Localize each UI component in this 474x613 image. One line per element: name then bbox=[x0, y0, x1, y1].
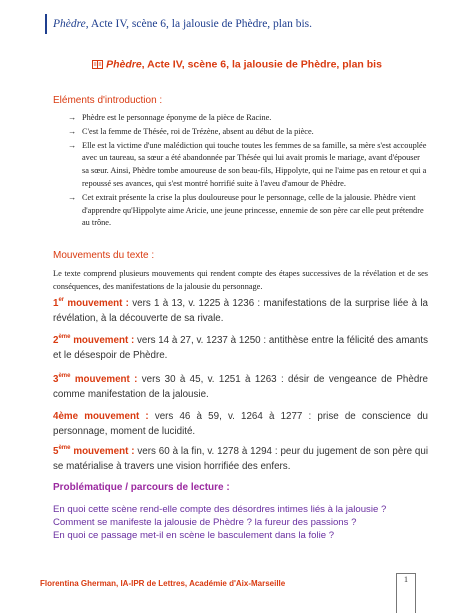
page-number: 1 bbox=[404, 575, 408, 584]
questions-list bbox=[53, 503, 433, 542]
intro-bullet-list bbox=[68, 112, 428, 231]
movement-item: 4ème mouvement : vers 46 à 59, v. 1264 à 1277 : prise de conscience du personnage, moment de lucidité. bbox=[53, 411, 428, 437]
movement-item: 3ème mouvement : vers 30 à 45, v. 1251 à 1263 : désir de vengeance de Phèdre comme manifestation de la jalousie. bbox=[53, 373, 428, 400]
question-item: Comment se manifeste la jalousie de Phèdre ? la fureur des passions ? bbox=[53, 517, 357, 528]
problematique-heading: Problématique / parcours de lecture : bbox=[53, 482, 230, 493]
document-title bbox=[0, 55, 474, 73]
intro-heading: Eléments d'introduction : bbox=[53, 95, 163, 106]
arrow-icon: → bbox=[68, 140, 77, 150]
title-italic: Phèdre bbox=[106, 58, 142, 71]
movement-item: 1er mouvement : vers 1 à 13, v. 1225 à 1236 : manifestations de la surprise liée à la révélation, à la découverte de sa rivale. bbox=[53, 297, 428, 324]
movement-item: 2ème mouvement : vers 14 à 27, v. 1237 à 1250 : antithèse entre la félicité des amants et le désespoir de Phèdre. bbox=[53, 334, 428, 361]
arrow-icon: → bbox=[68, 126, 77, 136]
arrow-icon: → bbox=[68, 192, 77, 202]
movements-paragraph: Le texte comprend plusieurs mouvements qui rendent compte des étapes successives de la révélation et de ses conséquences, des manifestations de la jalousie du personnage. bbox=[53, 269, 428, 291]
book-icon bbox=[92, 60, 103, 69]
page-header bbox=[45, 14, 312, 34]
header-title-rest: , Acte IV, scène 6, la jalousie de Phèdre, plan bis. bbox=[85, 18, 313, 30]
arrow-icon: → bbox=[68, 113, 77, 122]
header-title-italic: Phèdre bbox=[53, 18, 86, 30]
list-item: → Cet extrait présente la crise la plus douloureuse pour le personnage, celle de la jalousie. Phèdre vient d'apprendre qu'Hippolyte aime Aricie, une jeune princesse, ennemie de son père car elle peut prétendre au trône. bbox=[68, 192, 428, 230]
movement-item: 5ème mouvement : vers 60 à la fin, v. 1278 à 1294 : peur du jugement de son père qui se matérialise à travers une vision horrifiée des enfers. bbox=[53, 445, 428, 472]
list-item: → Elle est la victime d'une malédiction qui touche toutes les femmes de sa famille, sa mère s'est accouplée avec un taureau, sa sœur a été abandonnée par Thésée qui lui avait promis le mariage, avant d'épouser sa sœur. Ainsi, Phèdre tombe amoureuse de son beau-fils, Hippolyte, qui ne l'aime pas en retour et qui a repoussé ses avances, qui s'est montré horrifié suite à l'aveu d'amour de Phèdre. bbox=[68, 140, 428, 191]
list-item: → C'est la femme de Thésée, roi de Trézène, absent au début de la pièce. bbox=[68, 126, 428, 139]
question-item: En quoi ce passage met-il en scène le basculement dans la folie ? bbox=[53, 530, 335, 541]
list-item: → Phèdre est le personnage éponyme de la pièce de Racine. bbox=[68, 112, 428, 125]
title-rest: , Acte IV, scène 6, la jalousie de Phèdre, plan bis bbox=[141, 58, 382, 71]
footer-author: Florentina Gherman, IA-IPR de Lettres, Académie d'Aix-Marseille bbox=[40, 579, 286, 588]
question-item: En quoi cette scène rend-elle compte des désordres intimes liés à la jalousie ? bbox=[53, 504, 387, 515]
movements-heading: Mouvements du texte : bbox=[53, 250, 155, 261]
